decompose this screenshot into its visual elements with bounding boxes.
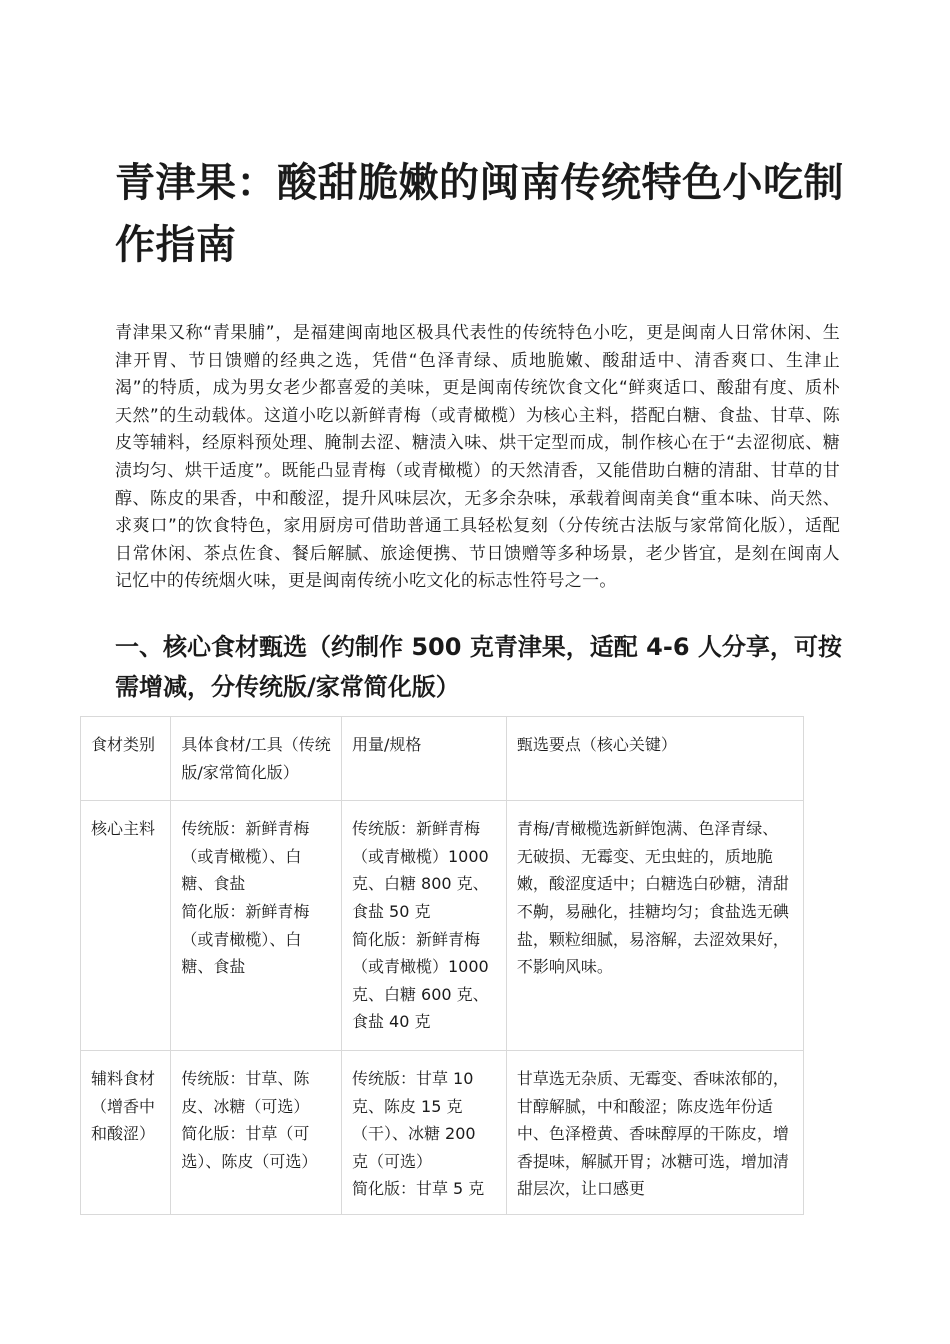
section-heading-ingredients: 一、核心食材甄选（约制作 500 克青津果，适配 4-6 人分享，可按需增减，分传统版/家常简化版） <box>115 633 842 701</box>
items-cell <box>171 1050 342 1215</box>
tips-cell: 甘草选无杂质、无霉变、香味浓郁的，甘醇解腻，中和酸涩；陈皮选年份适中、色泽橙黄、香味醇厚的干陈皮，增香提味，解腻开胃；冰糖可选，增加清甜层次，让口感更 <box>506 1050 803 1215</box>
ingredients-table-container <box>80 716 804 1215</box>
table-header-row <box>81 717 804 801</box>
ingredients-table <box>80 716 804 1215</box>
table-row <box>81 1050 804 1215</box>
items-simplified: 简化版：新鲜青梅（或青橄榄）、白糖、食盐 <box>181 901 310 977</box>
table-header-cell: 具体食材/工具（传统版/家常简化版） <box>171 717 342 801</box>
table-header-cell: 食材类别 <box>81 717 171 801</box>
table-header-cell: 甄选要点（核心关键） <box>506 717 803 801</box>
amounts-cell <box>341 801 506 1051</box>
amounts-traditional: 传统版：甘草 10 克、陈皮 15 克（干）、冰糖 200 克（可选） <box>351 1068 476 1171</box>
items-cell <box>171 801 342 1051</box>
tips-cell: 青梅/青橄榄选新鲜饱满、色泽青绿、无破损、无霉变、无虫蛀的，质地脆嫩，酸涩度适中；白糖选白砂糖，清甜不齁，易融化，挂糖均匀；食盐选无碘盐，颗粒细腻，易溶解，去涩效果好，不影响风味。 <box>506 801 803 1051</box>
table-header-cell: 用量/规格 <box>341 717 506 801</box>
intro-paragraph: 青津果又称“青果脯”，是福建闽南地区极具代表性的传统特色小吃，更是闽南人日常休闲、生津开胃、节日馈赠的经典之选，凭借“色泽青绿、质地脆嫩、酸甜适中、清香爽口、生津止渴”的特质，成为男女老少都喜爱的美味，更是闽南传统饮食文化“鲜爽适口、酸甜有度、质朴天然”的生动载体。这道小吃以新鲜青梅（或青橄榄）为核心主料，搭配白糖、食盐、甘草、陈皮等辅料，经原料预处理、腌制去涩、糖渍入味、烘干定型而成，制作核心在于“去涩彻底、糖渍均匀、烘干适度”。既能凸显青梅（或青橄榄）的天然清香，又能借助白糖的清甜、甘草的甘醇、陈皮的果香，中和酸涩，提升风味层次，无多余杂味，承载着闽南美食“重本味、尚天然、求爽口”的饮食特色，家用厨房可借助普通工具轻松复刻（分传统古法版与家常简化版），适配日常休闲、茶点佐食、餐后解腻、旅途便携、节日馈赠等多种场景，老少皆宜，是刻在闽南人记忆中的传统烟火味，更是闽南传统小吃文化的标志性符号之一。 <box>115 323 840 592</box>
table-row <box>81 801 804 1051</box>
page-title: 青津果：酸甜脆嫩的闽南传统特色小吃制作指南 <box>115 160 844 268</box>
amounts-simplified: 简化版：新鲜青梅（或青橄榄）1000 克、白糖 600 克、食盐 40 克 <box>351 929 489 1032</box>
category-cell: 核心主料 <box>81 801 171 1051</box>
amounts-simplified: 简化版：甘草 5 克 <box>351 1179 485 1199</box>
amounts-traditional: 传统版：新鲜青梅（或青橄榄）1000 克、白糖 800 克、食盐 50 克 <box>351 819 489 921</box>
category-cell: 辅料食材（增香中和酸涩） <box>81 1050 171 1215</box>
amounts-cell <box>341 1050 506 1215</box>
items-traditional: 传统版：甘草、陈皮、冰糖（可选） <box>181 1068 310 1116</box>
items-traditional: 传统版：新鲜青梅（或青橄榄）、白糖、食盐 <box>181 819 310 894</box>
items-simplified: 简化版：甘草（可选）、陈皮（可选） <box>181 1124 318 1171</box>
